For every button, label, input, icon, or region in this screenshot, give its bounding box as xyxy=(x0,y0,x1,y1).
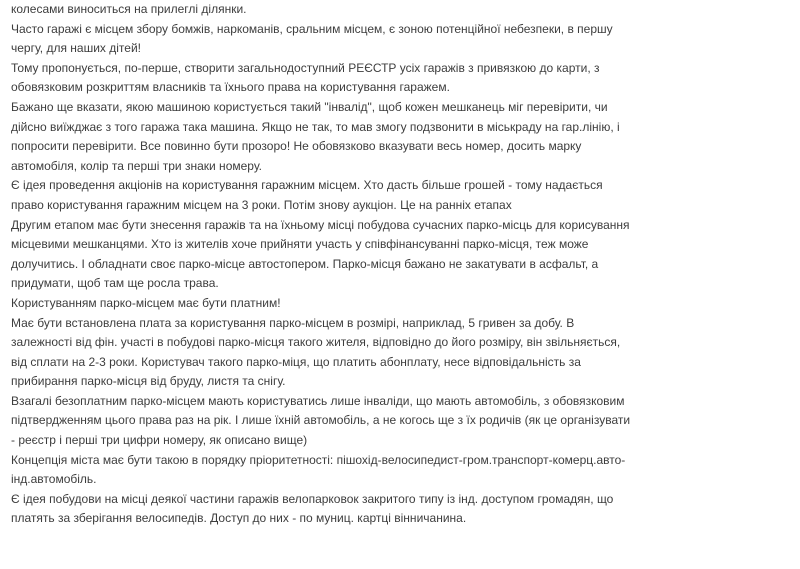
paragraph-paid-parking: Користуванням парко-місцем має бути платним! xyxy=(11,295,281,310)
paragraph-city-concept: Концепція міста має бути такою в порядку пріоритетності: пішохід-велосипедист-гром.транспорт-комерц.авто-інд.автомобіль. xyxy=(11,452,626,487)
paragraph-second-stage: Другим етапом має бути знесення гаражів та на їхньому місці побудова сучасних парко-місць для корисування місцевими мешканцями. Хто із жителів хоче прийняти участь у співфінансуванні парко-місця, теж може долучитись. І обладнати своє парко-місце автостопером. Парко-місця бажано не закатувати в асфальт, а придумати, щоб там ще росла трава. xyxy=(11,217,630,291)
paragraph-auction-idea: Є ідея проведення акціонів на користування гаражним місцем. Хто дасть більше грошей - тому надається право користування гаражним місцем на 3 роки. Потім знову аукціон. Це на ранніх етапах xyxy=(11,178,603,212)
paragraph-intro-fragment: колесами виноситься на прилеглі ділянки. xyxy=(11,2,247,16)
paragraph-garage-danger: Часто гаражі є місцем збору бомжів, наркоманів, сральним місцем, є зоною потенційної небезпеки, в першу чергу, для наших дітей! xyxy=(11,21,613,56)
paragraph-parking-fee: Має бути встановлена плата за користування парко-місцем в розмірі, наприклад, 5 гривен за добу. В залежності від фін. участі в побудові парко-місця такого жителя, відповідно до його розміру, він звільняється, від сплати на 2-3 роки. Користувач такого парко-міця, що платить абонплату, несе відповідальність за прибирання парко-місця від бруду, листя та снігу. xyxy=(11,315,621,389)
paragraph-free-parking-disabled: Взагалі безоплатним парко-місцем мають користуватись лише інваліди, що мають автомобіль, з обовязковим підтвердженням цього права раз на рік. І лише їхній автомобіль, а не когось ще з їх родичів (як це організувати - реєстр і перші три цифри номеру, як описано вище) xyxy=(11,393,631,448)
document-body xyxy=(11,0,636,529)
paragraph-vehicle-check: Бажано ще вказати, якою машиною користується такий "інвалід", щоб кожен мешканець міг перевірити, чи дійсно виїжджає з того гаража така машина. Якщо не так, то мав змогу подзвонити в міськраду на гар.лінію, і попросити перевірити. Все повинно бути прозоро! Не обовязково вказувати весь номер, досить марку автомобіля, колір та перші три знаки номеру. xyxy=(11,99,620,173)
paragraph-bike-parking: Є ідея побудови на місці деякої частини гаражів велопарковок закритого типу із інд. доступом громадян, що платять за зберігання велосипедів. Доступ до них - по муниц. картці вінничанина. xyxy=(11,491,614,526)
paragraph-registry-proposal: Тому пропонується, по-перше, створити загальнодоступний РЕЄСТР усіх гаражів з привязкою до карти, з обовязковим розкриттям власників та їхнього права на користування гаражем. xyxy=(11,60,600,95)
